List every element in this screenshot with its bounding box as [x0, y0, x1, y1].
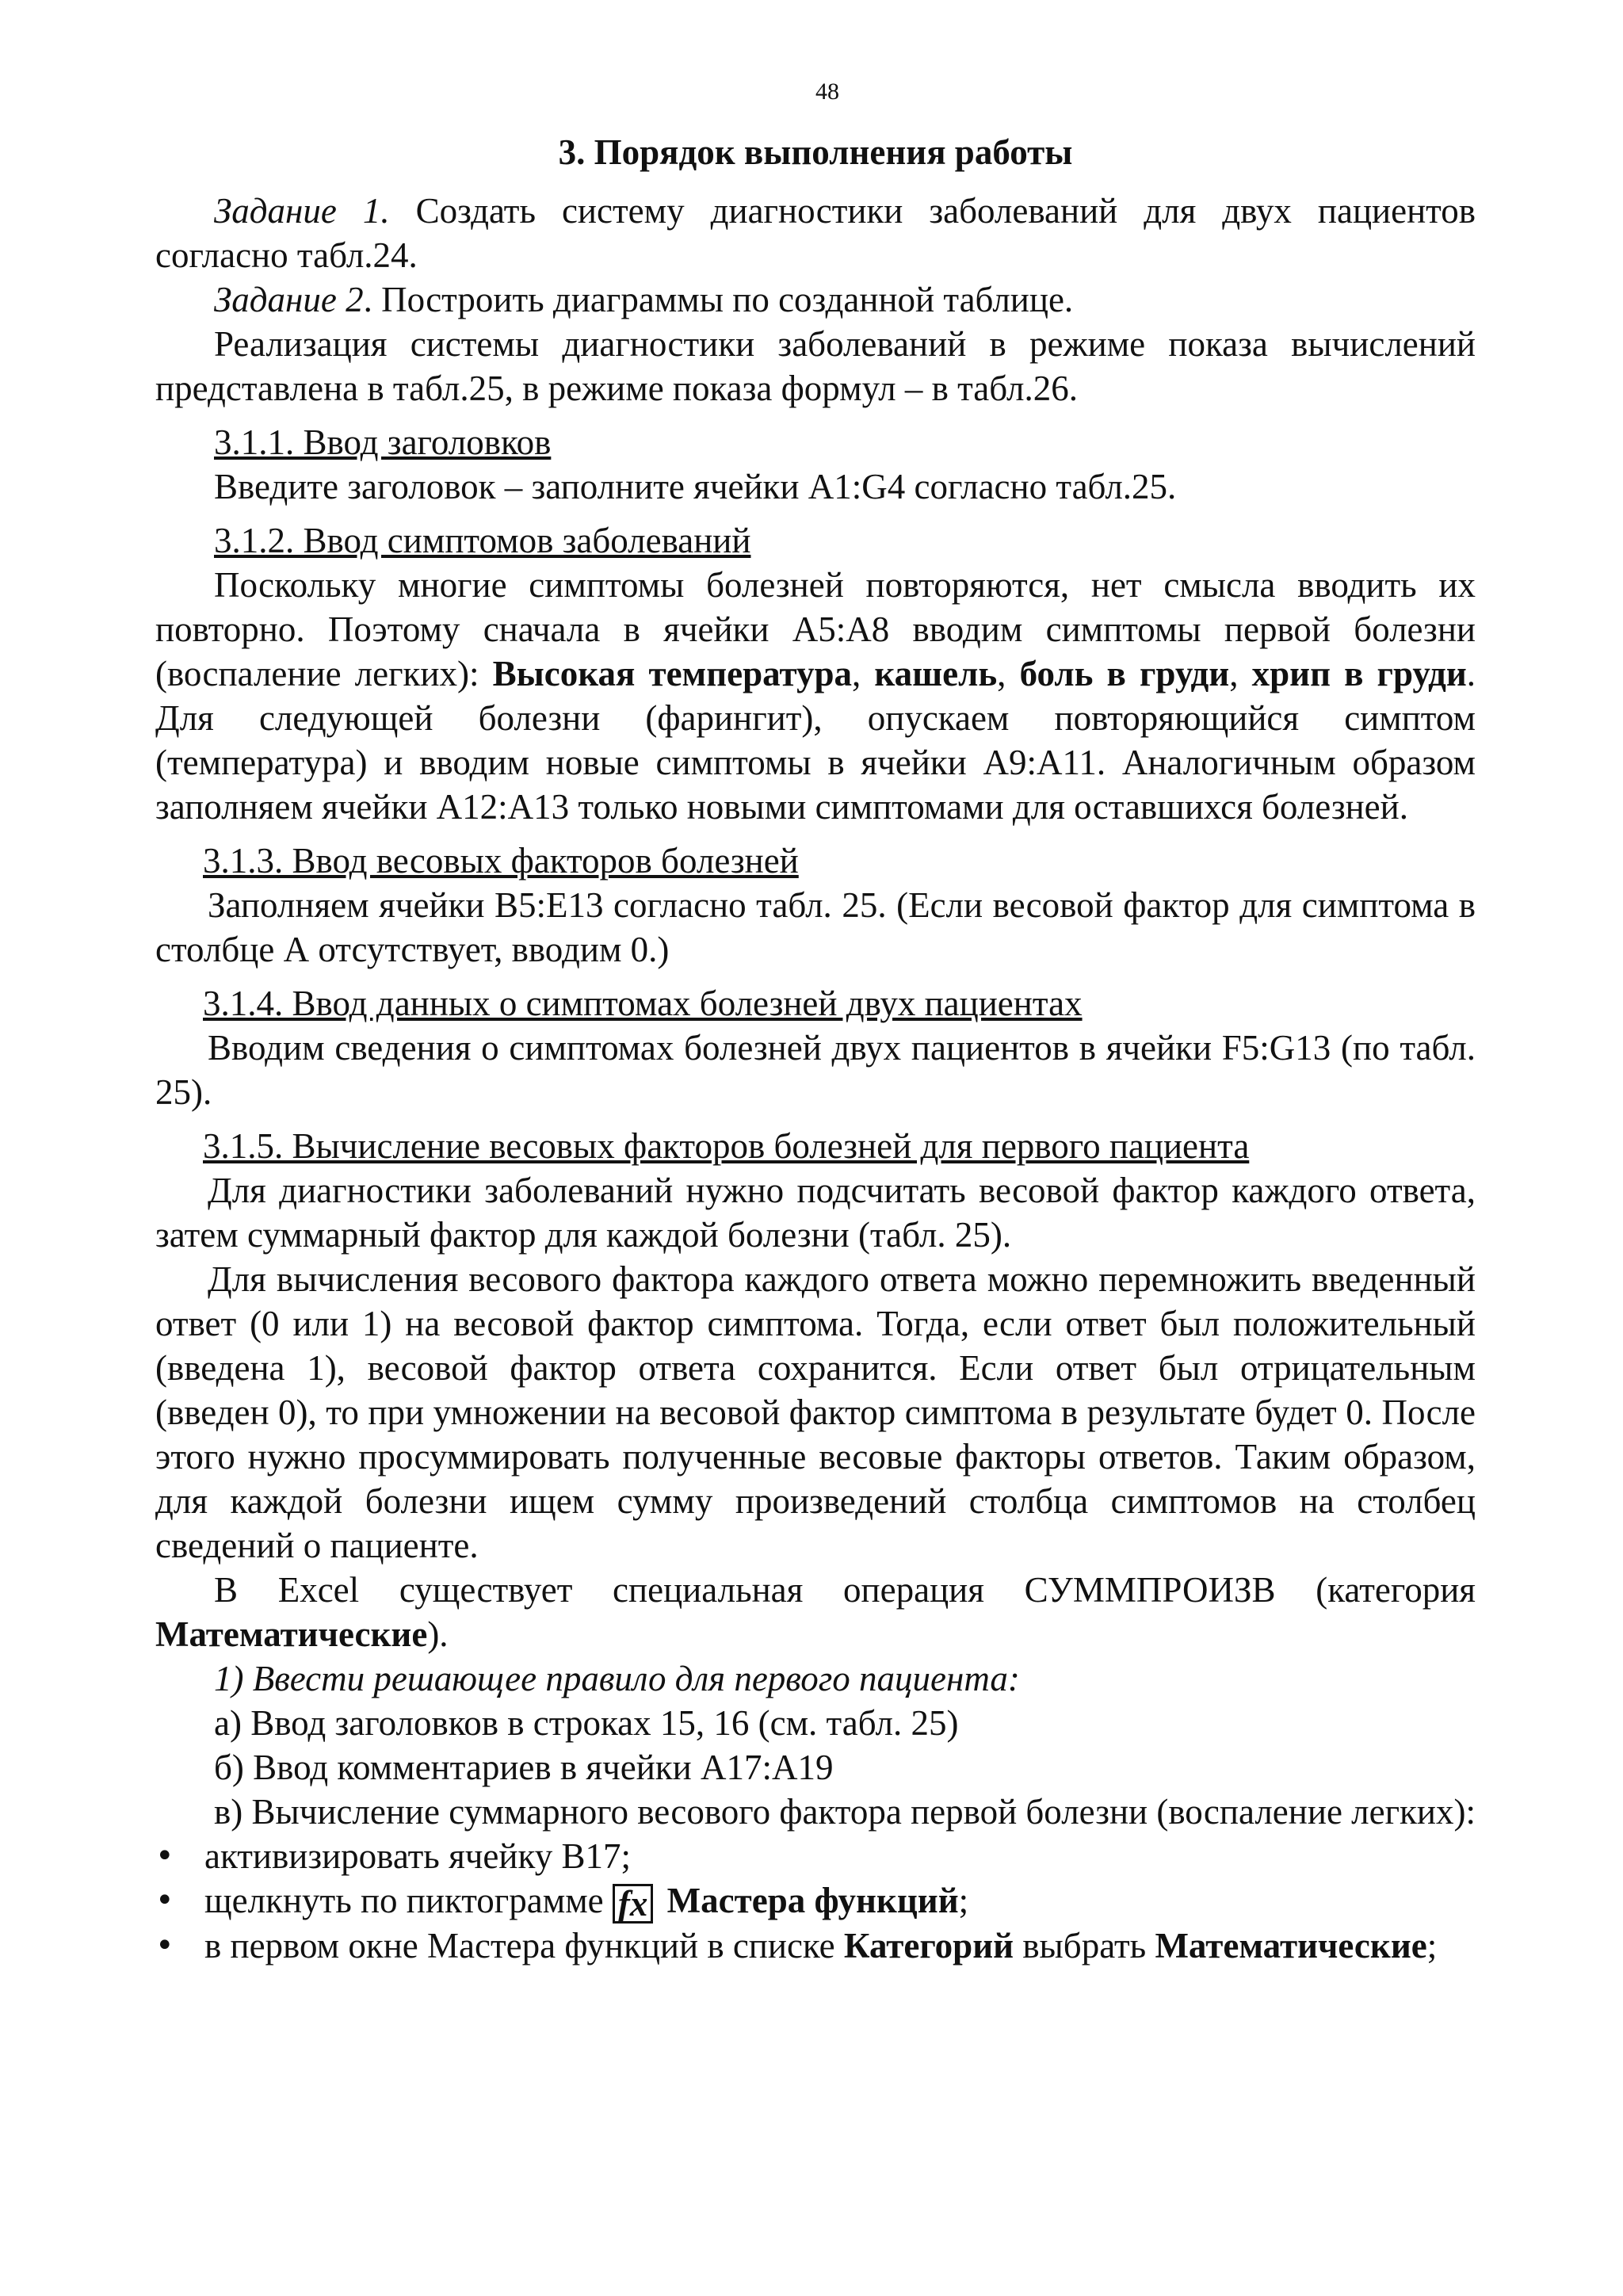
list-item-text: в первом окне Мастера функций в списке — [204, 1926, 844, 1966]
subsection-3-1-1-text: Введите заголовок – заполните ячейки A1:G4 согласно табл.25. — [214, 467, 1177, 506]
list-item-text: ; — [1426, 1926, 1438, 1966]
task-2-paragraph — [155, 277, 1476, 322]
subsection-3-1-3-text: Заполняем ячейки В5:Е13 согласно табл. 25. (Если весовой фактор для симптома в столбце А отсутствует, вводим 0.) — [155, 885, 1476, 969]
separator: , — [1229, 654, 1252, 693]
instruction-list — [155, 1834, 1476, 1968]
subsection-3-1-4-heading: 3.1.4. Ввод данных о симптомах болезней двух пациентах — [203, 984, 1083, 1023]
step-a: а) Ввод заголовков в строках 15, 16 (см. табл. 25) — [214, 1703, 959, 1743]
subsection-3-1-2-heading: 3.1.2. Ввод симптомов заболеваний — [214, 521, 751, 560]
subsection-3-1-2-text — [155, 563, 1476, 829]
text-run: . Для следующей болезни (фарингит), опускаем повторяющийся симптом (температура) и вводим новые симптомы в ячейки А9:А11. Аналогичным образом заполняем ячейки А12:А13 только новыми симптомами для оставшихся болезней. — [155, 654, 1476, 827]
separator: , — [852, 654, 875, 693]
step-v: в) Вычисление суммарного весового фактора первой болезни (воспаление легких): — [214, 1792, 1476, 1832]
bold-term: Категорий — [843, 1926, 1014, 1966]
bold-term: Мастера функций — [658, 1881, 959, 1920]
subsection-3-1-5-paragraph-2: Для вычисления весового фактора каждого ответа можно перемножить введенный ответ (0 или 1) на весовой фактор симптома. Тогда, если ответ был положительный (введена 1), весовой фактор ответа сохранится. Если ответ был отрицательным (введен 0), то при умножении на весовой фактор симптома в результате будет 0. После этого нужно просуммировать полученные весовые факторы ответов. Таким образом, для каждой болезни ищем сумму произведений столбца симптомов на столбец сведений о пациенте. — [155, 1259, 1476, 1565]
task-1-text: Создать систему диагностики заболеваний для двух пациентов согласно табл.24. — [155, 191, 1476, 275]
section-title: 3. Порядок выполнения работы — [558, 132, 1073, 172]
list-item-text: ; — [958, 1881, 969, 1920]
list-item — [155, 1834, 1476, 1878]
subsection-3-1-3-heading: 3.1.3. Ввод весовых факторов болезней — [203, 841, 799, 881]
decision-rule-heading: 1) Ввести решающее правило для первого пациента: — [214, 1659, 1020, 1698]
bold-term: Высокая температура — [492, 654, 853, 693]
text-run: В Excel существует специальная операция СУММПРОИЗВ (категория — [214, 1570, 1476, 1610]
subsection-3-1-1-heading: 3.1.1. Ввод заголовков — [214, 422, 552, 462]
subsection-3-1-5-paragraph-3 — [155, 1568, 1476, 1656]
subsection-3-1-5-heading: 3.1.5. Вычисление весовых факторов болезней для первого пациента — [203, 1126, 1250, 1166]
list-item-text: выбрать — [1014, 1926, 1155, 1966]
list-item-text: активизировать ячейку В17; — [204, 1836, 631, 1876]
task-2-text: . Построить диаграммы по созданной таблице. — [363, 280, 1074, 319]
subsection-3-1-5-paragraph-1: Для диагностики заболеваний нужно подсчитать весовой фактор каждого ответа, затем суммарный фактор для каждой болезни (табл. 25). — [155, 1171, 1476, 1255]
list-item — [155, 1924, 1476, 1968]
bold-term: кашель — [874, 654, 998, 693]
intro-paragraph: Реализация системы диагностики заболеваний в режиме показа вычислений представлена в табл.25, в режиме показа формул – в табл.26. — [155, 324, 1476, 408]
list-item-text: щелкнуть по пиктограмме — [204, 1881, 613, 1920]
bold-term: Математические — [155, 1614, 428, 1654]
subsection-3-1-4-text: Вводим сведения о симптомах болезней двух пациентов в ячейки F5:G13 (по табл. 25). — [155, 1028, 1476, 1112]
page-number: 48 — [815, 78, 839, 105]
text-run: Поскольку многие симптомы болезней повторяются, нет смысла вводить их повторно. Поэтому сначала в ячейки А5:А8 вводим симптомы первой болезни (воспаление легких): — [155, 565, 1476, 693]
text-run: ). — [427, 1614, 449, 1654]
step-b: б) Ввод комментариев в ячейки А17:А19 — [214, 1748, 834, 1787]
bold-term: хрип в груди — [1251, 654, 1467, 693]
task-1-paragraph — [155, 189, 1476, 277]
separator: , — [997, 654, 1020, 693]
task-1-label: Задание 1. — [214, 191, 390, 231]
bold-term: боль в груди — [1019, 654, 1230, 693]
bold-term: Математические — [1155, 1926, 1427, 1966]
list-item — [155, 1878, 1476, 1924]
fx-icon: fx — [613, 1884, 654, 1924]
task-2-label: Задание 2 — [214, 280, 364, 319]
